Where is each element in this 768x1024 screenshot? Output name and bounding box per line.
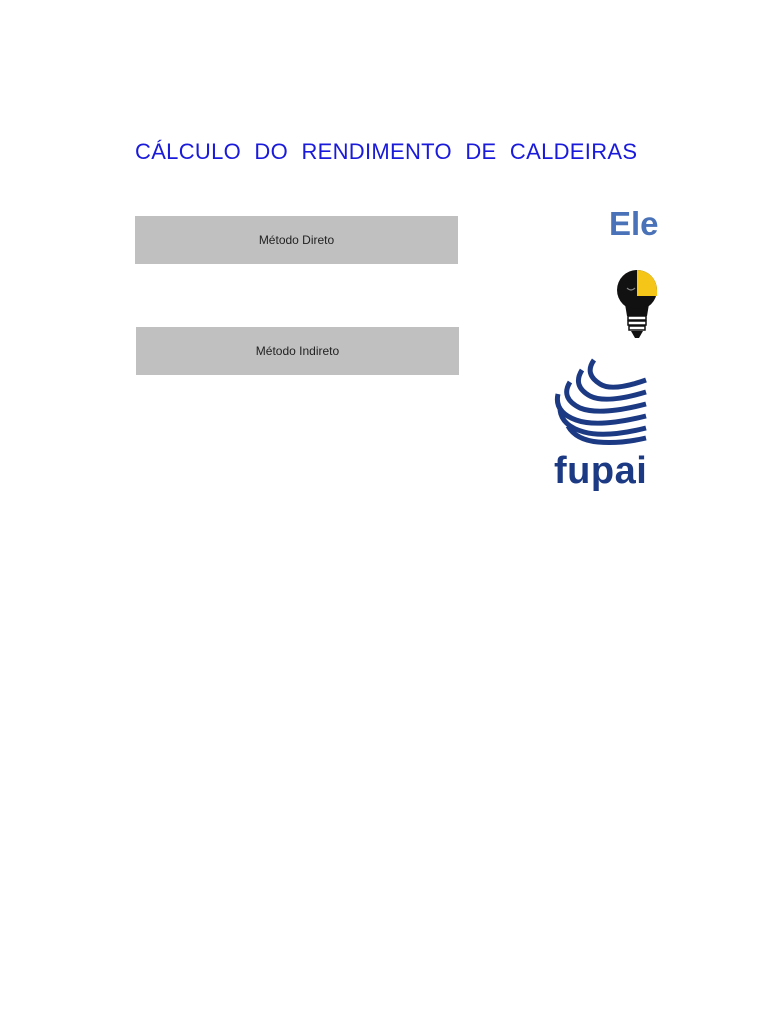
eletrobras-logo-text: Ele: [609, 205, 659, 242]
direct-method-button[interactable]: [135, 216, 458, 264]
direct-method-label: Método Direto: [258, 233, 335, 247]
lightbulb-icon: [613, 266, 673, 346]
indirect-method-label: Método Indireto: [255, 344, 340, 358]
page-title: CÁLCULO DO RENDIMENTO DE CALDEIRAS: [135, 139, 638, 164]
fupai-logo-text: fupai: [554, 450, 648, 492]
indirect-method-button[interactable]: [136, 327, 459, 375]
fupai-wave-icon: [554, 356, 654, 451]
logos-panel: [540, 200, 659, 520]
